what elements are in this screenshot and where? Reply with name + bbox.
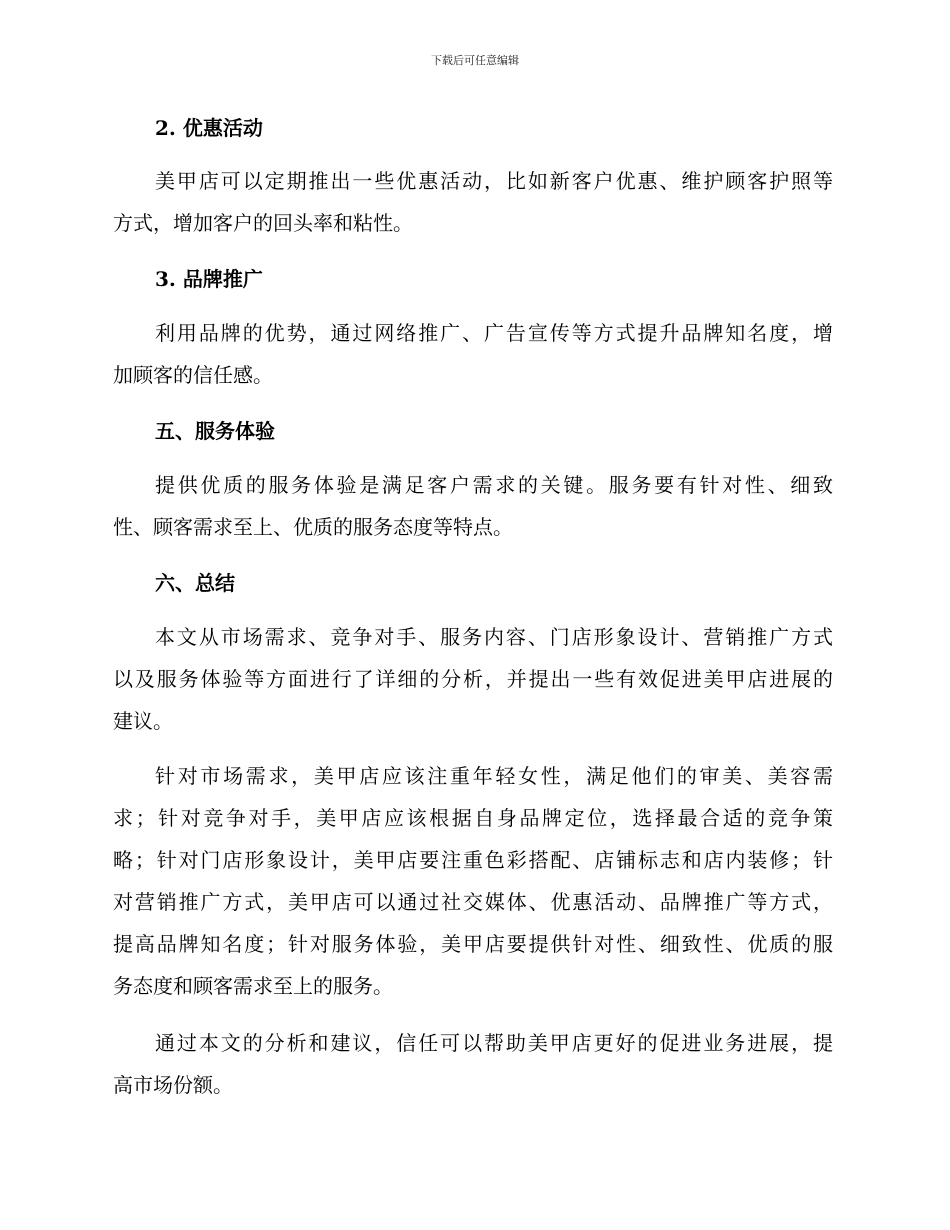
paragraph-line: 美甲店可以定期推出一些优惠活动，比如新客户优惠、维护顾客护照等 [155,169,833,193]
paragraph-line: 建议。 [113,709,173,733]
section-heading-discount: 2. 优惠活动 [155,116,263,140]
section-heading-summary: 六、总结 [155,571,235,595]
paragraph-summary-1 [113,616,833,742]
paragraph-summary-2 [113,755,833,1007]
paragraph-line: 本文从市场需求、竞争对手、服务内容、门店形象设计、营销推广方式 [155,625,833,649]
paragraph-summary-3 [113,1022,833,1106]
paragraph-line: 务态度和顾客需求至上的服务。 [113,974,393,998]
paragraph-line: 略；针对门店形象设计，美甲店要注重色彩搭配、店铺标志和店内装修；针 [113,848,833,872]
section-heading-service: 五、服务体验 [155,419,275,443]
paragraph-line: 方式，增加客户的回头率和粘性。 [113,211,413,235]
paragraph-line: 加顾客的信任感。 [113,363,273,387]
page-header: 下载后可任意编辑 [431,54,519,67]
paragraph-discount [113,160,833,244]
paragraph-service [113,464,833,548]
paragraph-brand [113,312,833,396]
paragraph-line: 针对市场需求，美甲店应该注重年轻女性，满足他们的审美、美容需 [155,764,833,788]
paragraph-line: 以及服务体验等方面进行了详细的分析，并提出一些有效促进美甲店进展的 [113,667,833,691]
paragraph-line: 求；针对竞争对手，美甲店应该根据自身品牌定位，选择最合适的竞争策 [113,806,833,830]
section-heading-brand: 3. 品牌推广 [155,267,263,291]
paragraph-line: 提供优质的服务体验是满足客户需求的关键。服务要有针对性、细致 [155,473,833,497]
paragraph-line: 高市场份额。 [113,1073,233,1097]
paragraph-line: 提高品牌知名度；针对服务体验，美甲店要提供针对性、细致性、优质的服 [113,932,833,956]
paragraph-line: 对营销推广方式，美甲店可以通过社交媒体、优惠活动、品牌推广等方式， [113,890,833,914]
paragraph-line: 利用品牌的优势，通过网络推广、广告宣传等方式提升品牌知名度，增 [155,321,833,345]
paragraph-line: 通过本文的分析和建议，信任可以帮助美甲店更好的促进业务进展，提 [155,1031,833,1055]
paragraph-line: 性、顾客需求至上、优质的服务态度等特点。 [113,515,513,539]
